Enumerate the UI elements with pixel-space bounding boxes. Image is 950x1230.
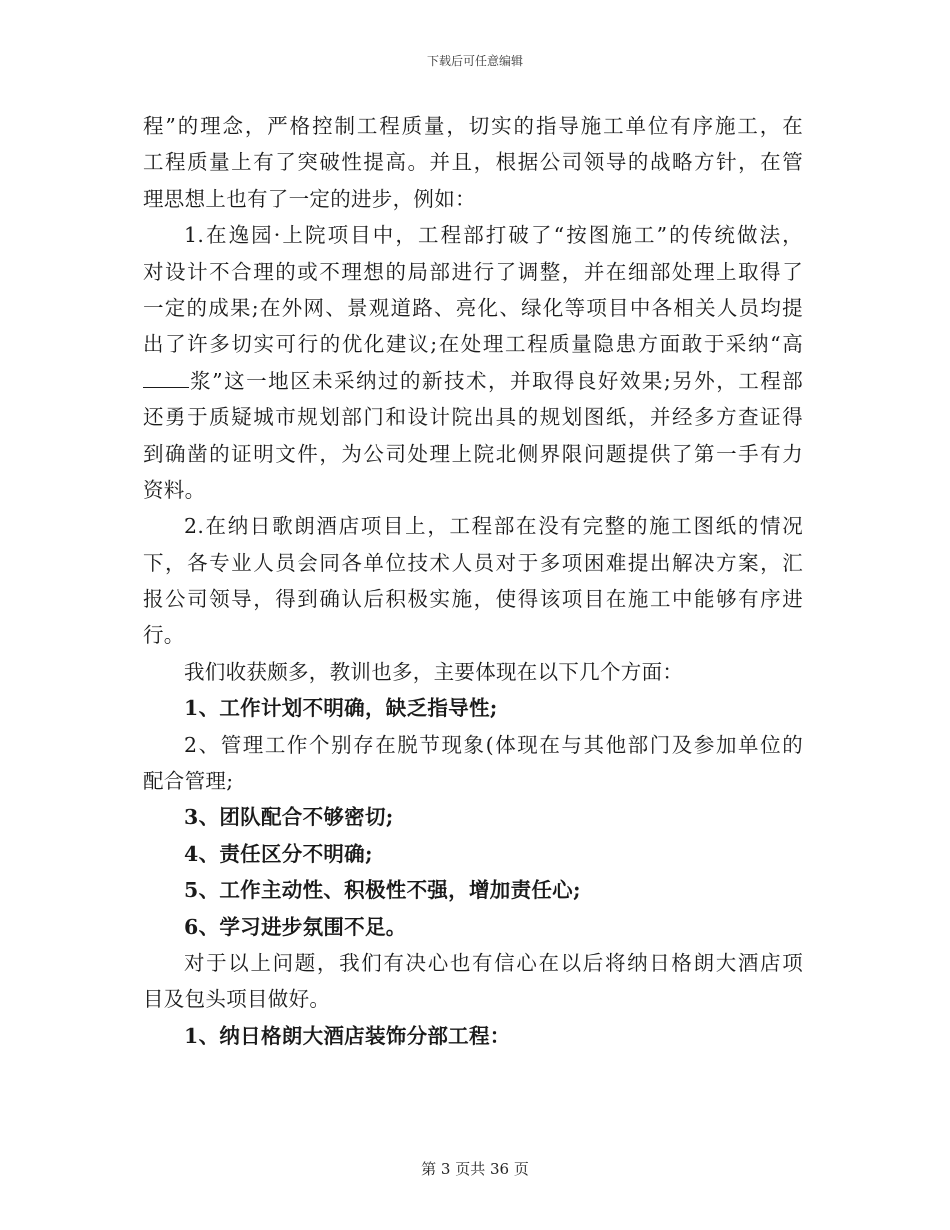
list-item: 1、工作计划不明确，缺乏指导性;: [184, 696, 498, 721]
page-header: 下载后可任意编辑: [426, 54, 523, 68]
list-item: 5、工作主动性、积极性不强，增加责任心;: [184, 878, 581, 903]
page-footer: 第 3 页共 36 页: [421, 1160, 529, 1178]
text-line: 我们收获颇多，教训也多，主要体现在以下几个方面：: [184, 659, 684, 684]
text-line: 理思想上也有了一定的进步，例如：: [143, 186, 476, 211]
section-heading-block: [143, 1018, 803, 1054]
text-line: 报公司领导，得到确认后积极实施，使得该项目在施工中能够有序进: [143, 587, 803, 612]
text-line: 对设计不合理的或不理想的局部进行了调整，并在细部处理上取得了: [143, 259, 803, 284]
text-line: 目及包头项目做好。: [143, 987, 331, 1012]
paragraph-lessons-intro: [143, 654, 803, 690]
paragraph-resolution: [143, 945, 803, 1018]
section-heading: 1、纳日格朗大酒店装饰分部工程：: [184, 1023, 511, 1048]
text-line: 对于以上问题，我们有决心也有信心在以后将纳日格朗大酒店项: [184, 950, 803, 975]
text-line: 一定的成果;在外网、景观道路、亮化、绿化等项目中各相关人员均提: [143, 295, 803, 320]
lessons-list: [143, 690, 803, 945]
text-line: 资料。: [143, 477, 206, 502]
text-line: 行。: [143, 623, 185, 648]
list-item: 3、团队配合不够密切;: [184, 805, 394, 830]
text-line: 还勇于质疑城市规划部门和设计院出具的规划图纸，并经多方查证得: [143, 405, 803, 430]
text-line-with-blank: [143, 363, 803, 399]
text-line: 1.在逸园·上院项目中，工程部打破了“按图施工”的传统做法，: [184, 223, 803, 248]
text-line: 工程质量上有了突破性提高。并且，根据公司领导的战略方针，在管: [143, 150, 803, 175]
text-fragment: 浆”这一地区未采纳过的新技术，并取得良好效果;另外，工程部: [189, 368, 803, 393]
text-line: 出了许多切实可行的优化建议;在处理工程质量隐患方面敢于采纳“高: [143, 332, 803, 357]
text-line: 程”的理念，严格控制工程质量，切实的指导施工单位有序施工，在: [143, 114, 803, 138]
fill-in-blank: [143, 369, 189, 388]
document-body: [143, 108, 803, 1054]
text-line: 2.在纳日歌朗酒店项目上，工程部在没有完整的施工图纸的情况: [184, 514, 803, 539]
paragraph-yiyuan-project: [143, 217, 803, 508]
text-line: 下，各专业人员会同各单位技术人员对于多项困难提出解决方案，汇: [143, 550, 803, 575]
paragraph-intro-continuation: [143, 108, 803, 217]
list-item: 4、责任区分不明确;: [184, 841, 373, 866]
list-item-continuation: 配合管理;: [143, 769, 234, 794]
paragraph-narige-hotel: [143, 508, 803, 654]
list-item: 6、学习进步氛围不足。: [184, 914, 407, 939]
text-line: 到确凿的证明文件，为公司处理上院北侧界限问题提供了第一手有力: [143, 441, 803, 466]
list-item: 2、管理工作个别存在脱节现象(体现在与其他部门及参加单位的: [184, 732, 803, 757]
